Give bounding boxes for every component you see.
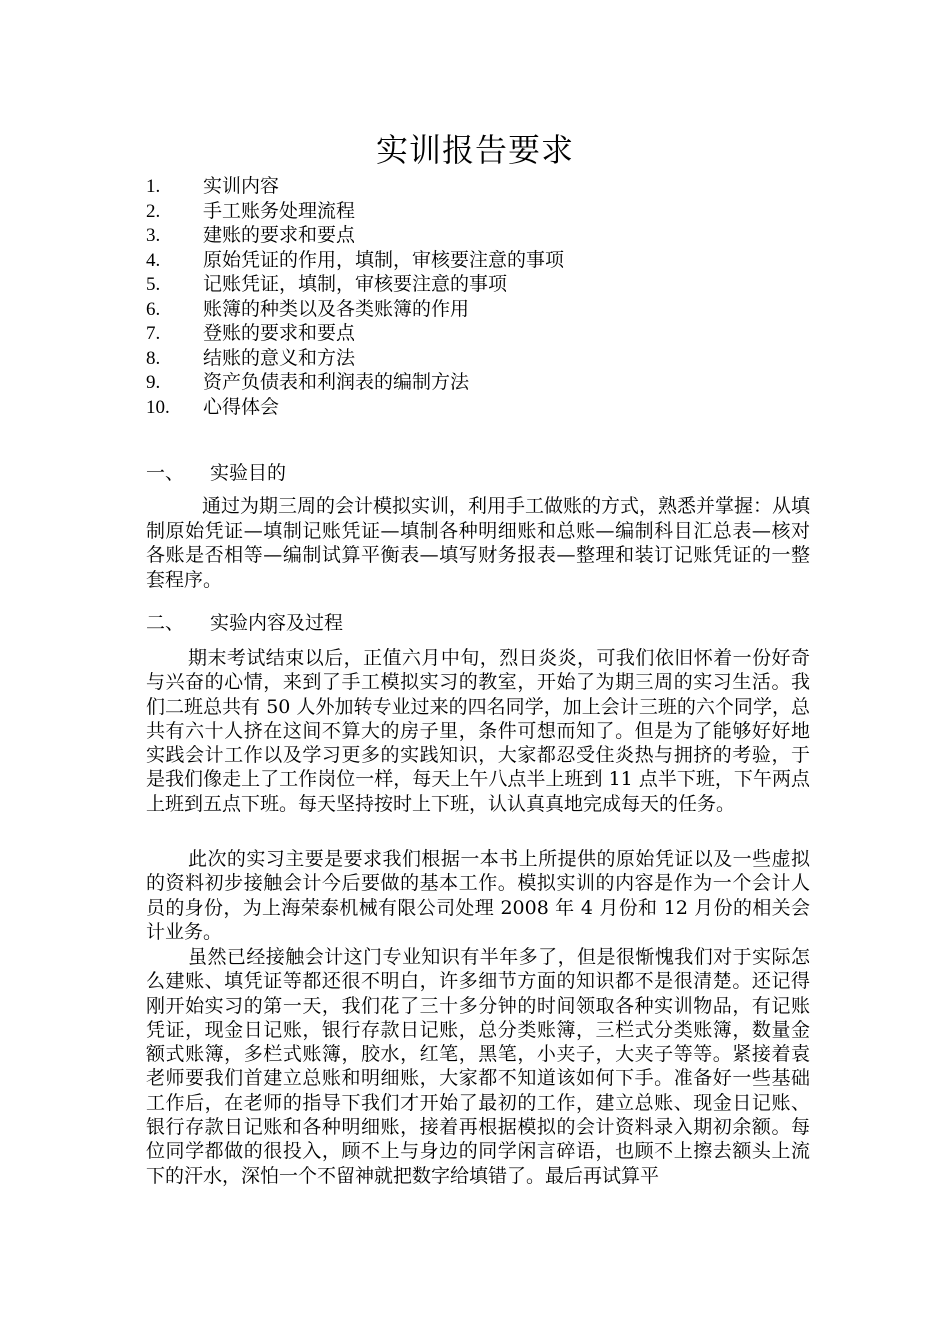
- list-item-number: 6.: [146, 298, 161, 320]
- list-item-text: 手工账务处理流程: [203, 199, 356, 222]
- body-paragraph: 此次的实习主要是要求我们根据一本书上所提供的原始凭证以及一些虚拟的资料初步接触会计今后要做的基本工作。模拟实训的内容是作为一个会计人员的身份，为上海荣泰机械有限公司处理 2008 年 4 月份和 12 月份的相关会计业务。: [146, 848, 810, 943]
- list-item: [146, 199, 806, 224]
- section-heading-purpose: [146, 460, 286, 486]
- list-item-text: 心得体会: [203, 395, 280, 418]
- section-title: 实验目的: [210, 462, 287, 484]
- list-item-number: 4.: [146, 249, 161, 271]
- list-item: [146, 395, 806, 420]
- requirements-list: [146, 174, 806, 419]
- section-number: 一、: [146, 462, 185, 484]
- list-item: [146, 223, 806, 248]
- section-number: 二、: [146, 612, 185, 634]
- list-item: [146, 248, 806, 273]
- page-title: 实训报告要求: [375, 131, 574, 169]
- list-item-number: 8.: [146, 347, 161, 369]
- list-item-number: 5.: [146, 274, 161, 295]
- list-item-number: 1.: [146, 176, 161, 197]
- list-item-number: 9.: [146, 372, 161, 393]
- list-item: [146, 346, 806, 371]
- list-item-text: 登账的要求和要点: [203, 322, 356, 344]
- list-item: [146, 297, 806, 322]
- list-item: [146, 174, 806, 199]
- purpose-paragraph: 通过为期三周的会计模拟实训，利用手工做账的方式，熟悉并掌握：从填制原始凭证—填制记账凭证—填制各种明细账和总账—编制科目汇总表—核对各账是否相等—编制试算平衡表—填写财务报表—整理和装订记账凭证的一整套程序。: [146, 495, 811, 591]
- list-item: [146, 321, 806, 346]
- body-paragraph: 期末考试结束以后，正值六月中旬，烈日炎炎，可我们依旧怀着一份好奇与兴奋的心情，来到了手工模拟实习的教室，开始了为期三周的实习生活。我们二班总共有 50 人外加转专业过来的四名同学，加上会计三班的六个同学，总共有六十人挤在这间不算大的房子里，条件可想而知了。但是为了能够好好地实践会计工作以及学习更多的实践知识，大家都忍受住炎热与拥挤的考验，于是我们像走上了工作岗位一样，每天上午八点半上班到 11 点半下班，下午两点上班到五点下班。每天坚持按时上下班，认认真真地完成每天的任务。: [146, 647, 810, 815]
- list-item-text: 记账凭证，填制，审核要注意的事项: [203, 273, 508, 295]
- list-item-text: 原始凭证的作用，填制，审核要注意的事项: [203, 248, 565, 271]
- list-item-number: 10.: [146, 396, 170, 418]
- section-heading-process: [146, 610, 343, 636]
- list-item-text: 资产负债表和利润表的编制方法: [203, 371, 470, 393]
- list-item-text: 账簿的种类以及各类账簿的作用: [203, 297, 470, 320]
- list-item-number: 3.: [146, 225, 161, 246]
- list-item-number: 2.: [146, 200, 161, 222]
- list-item: [146, 370, 806, 395]
- body-paragraph: 虽然已经接触会计这门专业知识有半年多了，但是很惭愧我们对于实际怎么建账、填凭证等都还很不明白，许多细节方面的知识都不是很清楚。还记得刚开始实习的第一天，我们花了三十多分钟的时间领取各种实训物品，有记账凭证，现金日记账，银行存款日记账，总分类账簿，三栏式分类账簿，数量金额式账簿，多栏式账簿，胶水，红笔，黑笔，小夹子，大夹子等等。紧接着袁老师要我们首建立总账和明细账，大家都不知道该如何下手。准备好一些基础工作后，在老师的指导下我们才开始了最初的工作，建立总账、现金日记账、银行存款日记账和各种明细账，接着再根据模拟的会计资料录入期初余额。每位同学都做的很投入，顾不上与身边的同学闲言碎语，也顾不上擦去额头上流下的汗水，深怕一个不留神就把数字给填错了。最后再试算平: [146, 946, 810, 1187]
- list-item: [146, 272, 806, 297]
- list-item-number: 7.: [146, 323, 161, 344]
- list-item-text: 结账的意义和方法: [203, 346, 356, 369]
- list-item-text: 建账的要求和要点: [203, 224, 356, 246]
- section-title: 实验内容及过程: [210, 612, 344, 634]
- list-item-text: 实训内容: [203, 175, 280, 197]
